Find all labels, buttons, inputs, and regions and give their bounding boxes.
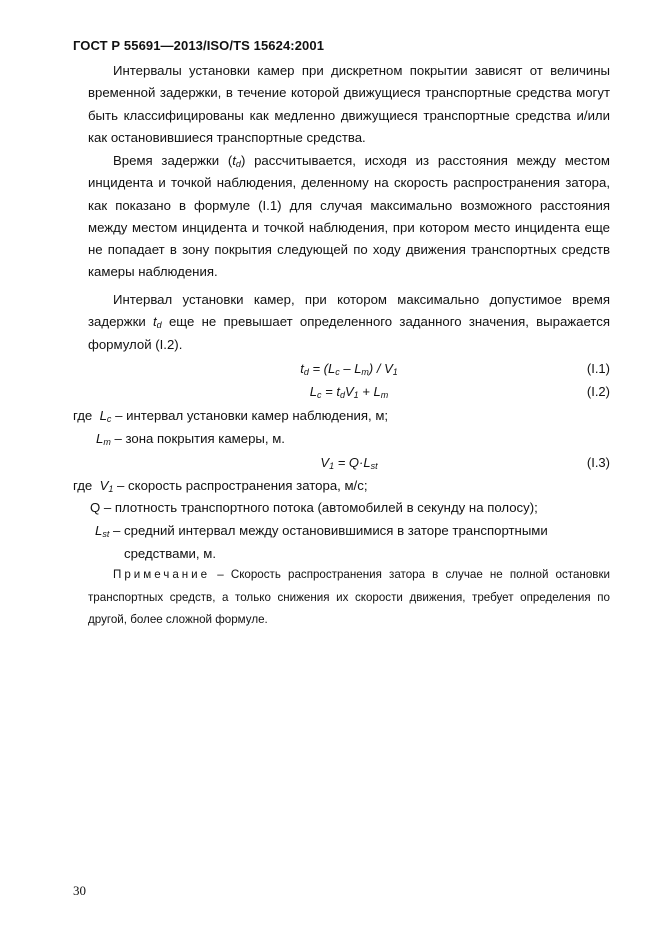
text-fragment: Время задержки ( xyxy=(113,153,233,168)
note-label: Примечание xyxy=(113,568,211,581)
note-paragraph xyxy=(88,564,610,632)
symbol-t: t xyxy=(232,153,236,168)
definition-lm xyxy=(96,428,285,450)
text-fragment: Интервал установки камер, при котором максимально допустимое время задержки xyxy=(88,292,610,330)
definition-v1 xyxy=(73,475,367,497)
where-label: где xyxy=(73,478,93,493)
equation-2 xyxy=(88,381,610,403)
equation-formula: $V_1 = Q\cdot L_{st}$ xyxy=(320,455,378,471)
symbol-t: t xyxy=(152,314,157,330)
text-fragment: ) рассчитывается, исходя из расстояния между местом инцидента и точкой наблюдения, деленному на скорость распространения затора, как показано в формуле (I.1) для случая максимально возможного расстояния между местом инцидента и точкой наблюдения, при котором место инцидента еще не попадает в зону покрытия следующей по ходу движения транспортных средств камеры наблюдения. xyxy=(88,153,610,280)
document-header: ГОСТ Р 55691—2013/ISO/TS 15624:2001 xyxy=(73,38,325,53)
text-fragment: еще не превышает определенного заданного значения, выражается формулой (I.2). xyxy=(88,314,610,352)
paragraph-delay-time xyxy=(88,150,610,284)
symbol-subscript: 1 xyxy=(108,484,114,494)
equation-formula: $L_c = t_dV_1 + L_m$ xyxy=(309,384,389,400)
where-label: где xyxy=(73,408,93,423)
definition-lst-continued: средствами, м. xyxy=(124,546,216,561)
equation-number: (I.2) xyxy=(586,384,610,399)
equation-number: (I.1) xyxy=(586,361,610,376)
symbol-l: L xyxy=(95,523,103,538)
paragraph-camera-intervals: Интервалы установки камер при дискретном покрытии зависят от величины временной задержки, в течение которой движущиеся транспортные средства могут быть классифицированы как медленно движущиеся транспортные средства и/или как остановившиеся транспортные средства. xyxy=(88,63,610,145)
equation-formula: $t_d = (L_c - L_m) / V_1$ xyxy=(300,361,398,377)
equation-3 xyxy=(88,452,610,474)
note-text: – Скорость распространения затора в случае не полной остановки транспортных средств, а только снижения их скорости движения, требует определения по другой, более сложной формуле. xyxy=(88,568,610,627)
paragraph-installation-interval xyxy=(88,289,610,356)
symbol-subscript: st xyxy=(102,529,110,539)
symbol-subscript: d xyxy=(235,159,241,169)
definition-lst xyxy=(95,520,548,542)
symbol-l: L xyxy=(99,408,107,423)
symbol-l: L xyxy=(96,431,104,446)
symbol-subscript: m xyxy=(103,437,111,447)
equation-number: (I.3) xyxy=(586,455,610,470)
symbol-subscript: c xyxy=(106,414,112,424)
definition-text: – скорость распространения затора, м/с; xyxy=(113,478,368,493)
definition-text: – интервал установки камер наблюдения, м; xyxy=(111,408,389,423)
definition-text: – зона покрытия камеры, м. xyxy=(110,431,285,446)
definition-q: Q – плотность транспортного потока (автомобилей в секунду на полосу); xyxy=(90,500,538,515)
definition-lc xyxy=(73,405,388,427)
equation-1 xyxy=(88,358,610,380)
symbol-v: V xyxy=(99,478,109,493)
symbol-subscript: d xyxy=(156,320,162,331)
page-number: 30 xyxy=(73,883,86,898)
definition-text: – средний интервал между остановившимися в заторе транспортными xyxy=(109,523,548,538)
